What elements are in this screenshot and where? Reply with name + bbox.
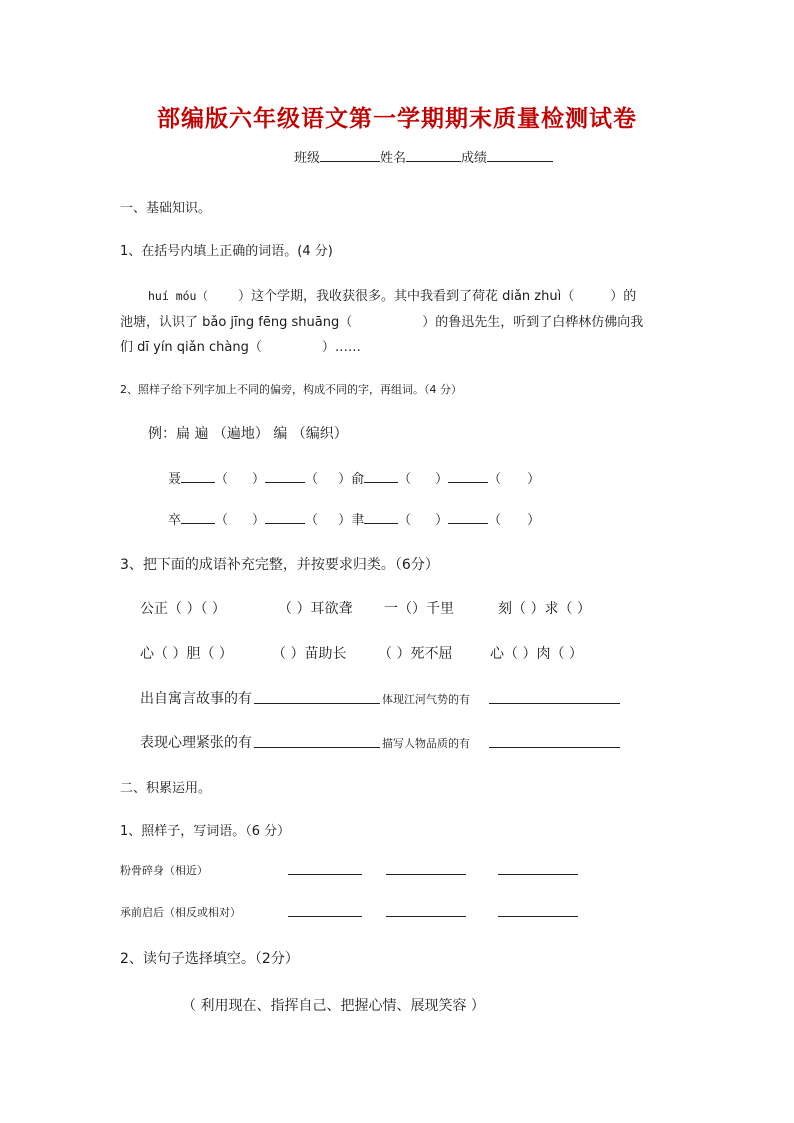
q3-prompt: 3、把下面的成语补充完整，并按要求归类。（6分） [120, 557, 439, 573]
score-label: 成绩 [461, 151, 488, 166]
q2-blank[interactable] [364, 470, 398, 483]
q2-blank[interactable] [265, 470, 305, 483]
q1-line2 [120, 311, 643, 330]
q1-line3 [120, 336, 361, 355]
q2-row1 [168, 468, 540, 487]
s2-q1-blank[interactable] [386, 874, 466, 875]
q2-blank[interactable] [448, 470, 488, 483]
paren-close: ） [527, 472, 541, 487]
q1-line3-text: 们 dī yín qiǎn chàng（ [120, 340, 262, 355]
s2-q1-blank[interactable] [498, 874, 578, 875]
q2-row2 [168, 509, 540, 528]
page-title: 部编版六年级语文第一学期期末质量检测试卷 [157, 105, 637, 132]
q2-char-nie: 聂 [168, 472, 182, 487]
q1-prompt: 1、在括号内填上正确的词语。(4 分) [120, 244, 333, 259]
q2-blank[interactable] [448, 511, 488, 524]
paren-open: （ [215, 472, 229, 487]
q1-line1 [148, 285, 636, 304]
category-river-blank[interactable] [489, 703, 620, 704]
section1-heading: 一、基础知识。 [120, 201, 212, 216]
q1-line3-end: ）…… [321, 340, 361, 355]
s2-q1-item2: 承前启后（相反或相对） [120, 906, 241, 919]
category-character-blank[interactable] [489, 747, 620, 748]
class-blank[interactable] [320, 149, 380, 162]
paren-open: （ [215, 513, 229, 528]
q1-line1-text: ）这个学期，我收获很多。其中我看到了荷花 diǎn zhuì（ [237, 289, 575, 304]
s2-q1-blank[interactable] [288, 916, 362, 917]
paren-open: （ [488, 513, 502, 528]
name-label: 姓名 [380, 151, 407, 166]
idiom-item: 公正（ ）（ ） [140, 601, 226, 617]
q2-blank[interactable] [265, 511, 305, 524]
idiom-item: （ ）耳欲聋 [278, 601, 353, 617]
idiom-item: （ ）死不屈 [378, 646, 453, 662]
paren-close: ） [252, 472, 266, 487]
q2-blank[interactable] [181, 470, 215, 483]
paren-close: ） [338, 513, 352, 528]
score-blank[interactable] [487, 149, 553, 162]
section2-heading: 二、积累运用。 [120, 781, 212, 796]
s2-q1-blank[interactable] [498, 916, 578, 917]
idiom-item: 心（ ）肉（ ） [490, 646, 583, 662]
q2-example: 例：扁 遍 （遍地） 编 （编织） [148, 426, 348, 442]
idiom-item: 一（）千里 [384, 601, 454, 617]
s2-q2-prompt: 2、读句子选择填空。（2分） [120, 951, 299, 967]
q1-line2-text: 池塘，认识了 bǎo jīng fēng shuāng（ [120, 315, 353, 330]
s2-q1-blank[interactable] [386, 916, 466, 917]
s2-q1-item1: 粉骨碎身（相近） [120, 864, 208, 877]
q2-char-zu: 卒 [168, 513, 182, 528]
category-character-label: 描写人物品质的有 [382, 737, 470, 750]
student-info-line [294, 147, 553, 166]
q1-line1-end: ）的 [610, 289, 637, 304]
category-fable-label: 出自寓言故事的有 [140, 691, 252, 707]
s2-q2-options: （ 利用现在、指挥自己、把握心情、展现笑容 ） [182, 998, 485, 1014]
q2-blank[interactable] [181, 511, 215, 524]
paren-close: ） [338, 472, 352, 487]
paren-open: （ [398, 513, 412, 528]
idiom-item: （ ）苗助长 [272, 646, 347, 662]
s2-q1-prompt: 1、照样子，写词语。（6 分） [120, 824, 291, 839]
paren-close: ） [527, 513, 541, 528]
q1-line2-end: ）的鲁迅先生，听到了白桦林仿佛向我 [422, 315, 644, 330]
s2-q1-blank[interactable] [288, 874, 362, 875]
paren-close: ） [435, 472, 449, 487]
q2-blank[interactable] [364, 511, 398, 524]
paren-open: （ [305, 472, 319, 487]
paren-open: （ [488, 472, 502, 487]
category-nervous-blank[interactable] [254, 747, 380, 748]
idiom-item: 心（ ）胆（ ） [140, 646, 233, 662]
category-river-label: 体现江河气势的有 [382, 693, 470, 706]
category-nervous-label: 表现心理紧张的有 [140, 735, 252, 751]
paren-open: （ [398, 472, 412, 487]
q2-char-yu: 俞 [351, 472, 365, 487]
class-label: 班级 [294, 151, 321, 166]
paren-close: ） [435, 513, 449, 528]
category-fable-blank[interactable] [254, 703, 380, 704]
idiom-item: 刻（ ）求（ ） [498, 601, 591, 617]
q2-prompt: 2、照样子给下列字加上不同的偏旁，构成不同的字，再组词。（4 分） [120, 383, 462, 396]
pinyin-huimou: huí móu（ [148, 289, 208, 303]
name-blank[interactable] [406, 149, 461, 162]
paren-close: ） [252, 513, 266, 528]
q2-char-lu: 聿 [351, 513, 365, 528]
paren-open: （ [305, 513, 319, 528]
